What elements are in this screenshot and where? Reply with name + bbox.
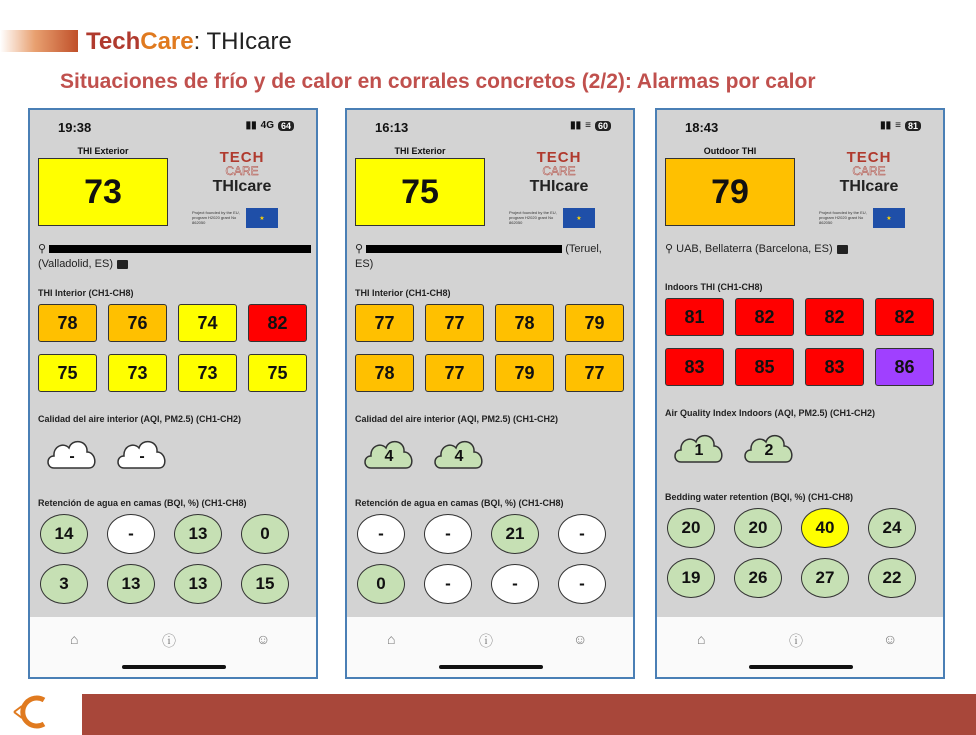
outdoor-thi-label: THI Exterior: [77, 146, 129, 156]
user-icon[interactable]: ☺: [256, 631, 271, 647]
indoor-thi-cell[interactable]: 86: [875, 348, 934, 386]
bqi-circle[interactable]: 15: [241, 564, 289, 604]
signal-icon: ▮▮: [245, 120, 257, 131]
user-icon[interactable]: ☺: [883, 631, 898, 647]
logo-thicare: THIcare: [529, 178, 589, 195]
indoor-thi-cell[interactable]: 82: [248, 304, 307, 342]
battery-icon: 60: [595, 121, 611, 131]
slide-title: Situaciones de frío y de calor en corrales concretos (2/2): Alarmas por calor: [60, 70, 816, 93]
bqi-circle[interactable]: 21: [491, 514, 539, 554]
indoor-thi-cell[interactable]: 82: [735, 298, 794, 336]
aqi-value: -: [139, 448, 145, 465]
indoor-thi-label: Indoors THI (CH1-CH8): [665, 282, 763, 292]
status-time: 16:13: [375, 120, 409, 135]
tab-bar: [657, 617, 943, 677]
location-line: [38, 242, 314, 272]
location-text: (Teruel,: [565, 243, 602, 255]
indoor-thi-cell[interactable]: 83: [805, 348, 864, 386]
outdoor-thi-label: THI Exterior: [394, 146, 446, 156]
redacted-address: [49, 245, 311, 253]
bqi-grid: [40, 514, 310, 604]
eu-flag-icon: ★: [873, 208, 905, 228]
battery-icon: 64: [278, 121, 294, 131]
bqi-circle[interactable]: 26: [734, 558, 782, 598]
brand-title: [86, 28, 292, 56]
status-time: 18:43: [685, 120, 719, 135]
cloud-icon[interactable]: [44, 436, 100, 472]
bqi-circle[interactable]: 22: [868, 558, 916, 598]
image-icon[interactable]: [837, 245, 848, 254]
cloud-icon[interactable]: [114, 436, 170, 472]
indoor-thi-cell[interactable]: 85: [735, 348, 794, 386]
indoor-thi-cell[interactable]: 83: [665, 348, 724, 386]
indoor-thi-cell[interactable]: 76: [108, 304, 167, 342]
location-text: UAB, Bellaterra (Barcelona, ES): [676, 243, 833, 255]
indoor-thi-cell[interactable]: 77: [355, 304, 414, 342]
bqi-circle[interactable]: 3: [40, 564, 88, 604]
info-icon[interactable]: ⓘ: [789, 633, 803, 649]
phone-screen-2: [345, 108, 635, 679]
bqi-label: Retención de agua en camas (BQI, %) (CH1-CH8): [38, 498, 247, 508]
logo-thicare: THIcare: [212, 178, 272, 195]
aqi-label: Air Quality Index Indoors (AQI, PM2.5) (CH1-CH2): [665, 408, 876, 418]
home-indicator[interactable]: [439, 665, 543, 669]
logo-tech: TECH: [846, 149, 892, 166]
bqi-circle[interactable]: 14: [40, 514, 88, 554]
bqi-circle[interactable]: -: [424, 514, 472, 554]
logo-care: CARE: [225, 164, 259, 178]
eu-flag-icon: ★: [246, 208, 278, 228]
bqi-circle[interactable]: 27: [801, 558, 849, 598]
location-line: [665, 242, 941, 257]
redacted-address: [366, 245, 562, 253]
indoor-thi-cell[interactable]: 79: [565, 304, 624, 342]
aqi-clouds: [361, 436, 487, 472]
eu-funding-text: Project founded by the EU, program H2020 grant No 862050: [192, 210, 240, 225]
outdoor-thi-value[interactable]: 79: [665, 158, 795, 226]
wifi-icon: ≡: [895, 120, 901, 131]
indoor-thi-cell[interactable]: 74: [178, 304, 237, 342]
bqi-circle[interactable]: 24: [868, 508, 916, 548]
aqi-label: Calidad del aire interior (AQI, PM2.5) (CH1-CH2): [355, 414, 559, 424]
indoor-thi-cell[interactable]: 73: [108, 354, 167, 392]
aqi-value: -: [69, 448, 75, 465]
cloud-icon[interactable]: [361, 436, 417, 472]
brand-tech: Tech: [86, 28, 141, 55]
status-time: 19:38: [58, 120, 92, 135]
indoor-thi-label: THI Interior (CH1-CH8): [355, 288, 451, 298]
indoor-thi-grid: [665, 298, 935, 386]
location-text-2: ES): [355, 258, 374, 270]
indoor-thi-cell[interactable]: 77: [565, 354, 624, 392]
home-signal-icon[interactable]: ⌂: [387, 631, 396, 647]
eu-funding-text: Project founded by the EU, program H2020 grant No 862050: [819, 210, 867, 225]
indoor-thi-cell[interactable]: 82: [875, 298, 934, 336]
eu-flag-icon: ★: [563, 208, 595, 228]
image-icon[interactable]: [117, 260, 128, 269]
indoor-thi-cell[interactable]: 81: [665, 298, 724, 336]
outdoor-thi-label: Outdoor THI: [703, 146, 757, 156]
battery-icon: 81: [905, 121, 921, 131]
bqi-grid: [357, 514, 627, 604]
indoor-thi-cell[interactable]: 77: [425, 304, 484, 342]
aqi-value: 1: [694, 442, 704, 459]
cloud-icon[interactable]: [431, 436, 487, 472]
info-icon[interactable]: ⓘ: [162, 633, 176, 649]
bqi-label: Retención de agua en camas (BQI, %) (CH1-CH8): [355, 498, 564, 508]
bqi-circle[interactable]: -: [107, 514, 155, 554]
bqi-grid: [667, 508, 937, 598]
aqi-clouds: [671, 430, 797, 466]
logo-tech: TECH: [536, 149, 582, 166]
location-pin-icon: ⚲: [355, 243, 364, 255]
bqi-circle[interactable]: 19: [667, 558, 715, 598]
techcare-thicare-logo: [495, 150, 623, 230]
indoor-thi-cell[interactable]: 82: [805, 298, 864, 336]
location-text: (Valladolid, ES): [38, 258, 113, 270]
bqi-circle[interactable]: 0: [241, 514, 289, 554]
indoor-thi-cell[interactable]: 79: [495, 354, 554, 392]
wifi-icon: ≡: [585, 120, 591, 131]
logo-thicare: THIcare: [839, 178, 899, 195]
techcare-thicare-logo: [805, 150, 933, 230]
status-bar: [657, 120, 943, 140]
header-accent-bar: [0, 30, 78, 52]
bqi-circle[interactable]: 20: [667, 508, 715, 548]
location-pin-icon: ⚲: [665, 243, 674, 255]
status-bar: [347, 120, 633, 140]
indoor-thi-cell[interactable]: 78: [355, 354, 414, 392]
logo-tech: TECH: [219, 149, 265, 166]
bqi-circle[interactable]: -: [558, 564, 606, 604]
bqi-circle[interactable]: 0: [357, 564, 405, 604]
bqi-circle[interactable]: 13: [174, 564, 222, 604]
home-indicator[interactable]: [122, 665, 226, 669]
outdoor-thi-value[interactable]: 75: [355, 158, 485, 226]
indoor-thi-cell[interactable]: 78: [495, 304, 554, 342]
aqi-label: Calidad del aire interior (AQI, PM2.5) (CH1-CH2): [38, 414, 242, 424]
logo-care: CARE: [542, 164, 576, 178]
indoor-thi-label: THI Interior (CH1-CH8): [38, 288, 134, 298]
techcare-logo-icon: [6, 692, 66, 732]
bqi-circle[interactable]: -: [357, 514, 405, 554]
tab-bar: [347, 617, 633, 677]
cloud-icon[interactable]: [671, 430, 727, 466]
indoor-thi-cell[interactable]: 78: [38, 304, 97, 342]
outdoor-thi-value[interactable]: 73: [38, 158, 168, 226]
signal-icon: ▮▮: [570, 120, 582, 131]
location-pin-icon: ⚲: [38, 243, 47, 255]
status-bar: [30, 120, 316, 140]
bqi-circle[interactable]: -: [558, 514, 606, 554]
info-icon[interactable]: ⓘ: [479, 633, 493, 649]
bqi-label: Bedding water retention (BQI, %) (CH1-CH8): [665, 492, 854, 502]
network-label: 4G: [260, 120, 274, 131]
aqi-clouds: [44, 436, 170, 472]
brand-care: Care: [140, 28, 194, 55]
phone-screen-1: [28, 108, 318, 679]
location-line: [355, 242, 631, 272]
indoor-thi-cell[interactable]: 75: [38, 354, 97, 392]
signal-icon: ▮▮: [880, 120, 892, 131]
home-signal-icon[interactable]: ⌂: [70, 631, 79, 647]
logo-care: CARE: [852, 164, 886, 178]
cloud-icon[interactable]: [741, 430, 797, 466]
home-signal-icon[interactable]: ⌂: [697, 631, 706, 647]
aqi-value: 2: [764, 442, 774, 459]
bqi-circle[interactable]: 13: [107, 564, 155, 604]
aqi-value: 4: [454, 448, 464, 465]
bqi-circle[interactable]: 13: [174, 514, 222, 554]
home-indicator[interactable]: [749, 665, 853, 669]
footer-bar: [82, 694, 976, 735]
bqi-circle[interactable]: -: [424, 564, 472, 604]
user-icon[interactable]: ☺: [573, 631, 588, 647]
tab-bar: [30, 617, 316, 677]
bqi-circle[interactable]: 40: [801, 508, 849, 548]
techcare-thicare-logo: [178, 150, 306, 230]
indoor-thi-cell[interactable]: 75: [248, 354, 307, 392]
aqi-value: 4: [384, 448, 394, 465]
phone-screen-3: [655, 108, 945, 679]
eu-funding-text: Project founded by the EU, program H2020 grant No 862050: [509, 210, 557, 225]
bqi-circle[interactable]: -: [491, 564, 539, 604]
bqi-circle[interactable]: 20: [734, 508, 782, 548]
indoor-thi-grid: [355, 304, 625, 392]
indoor-thi-cell[interactable]: 77: [425, 354, 484, 392]
brand-rest: : THIcare: [193, 28, 292, 55]
indoor-thi-grid: [38, 304, 308, 392]
indoor-thi-cell[interactable]: 73: [178, 354, 237, 392]
